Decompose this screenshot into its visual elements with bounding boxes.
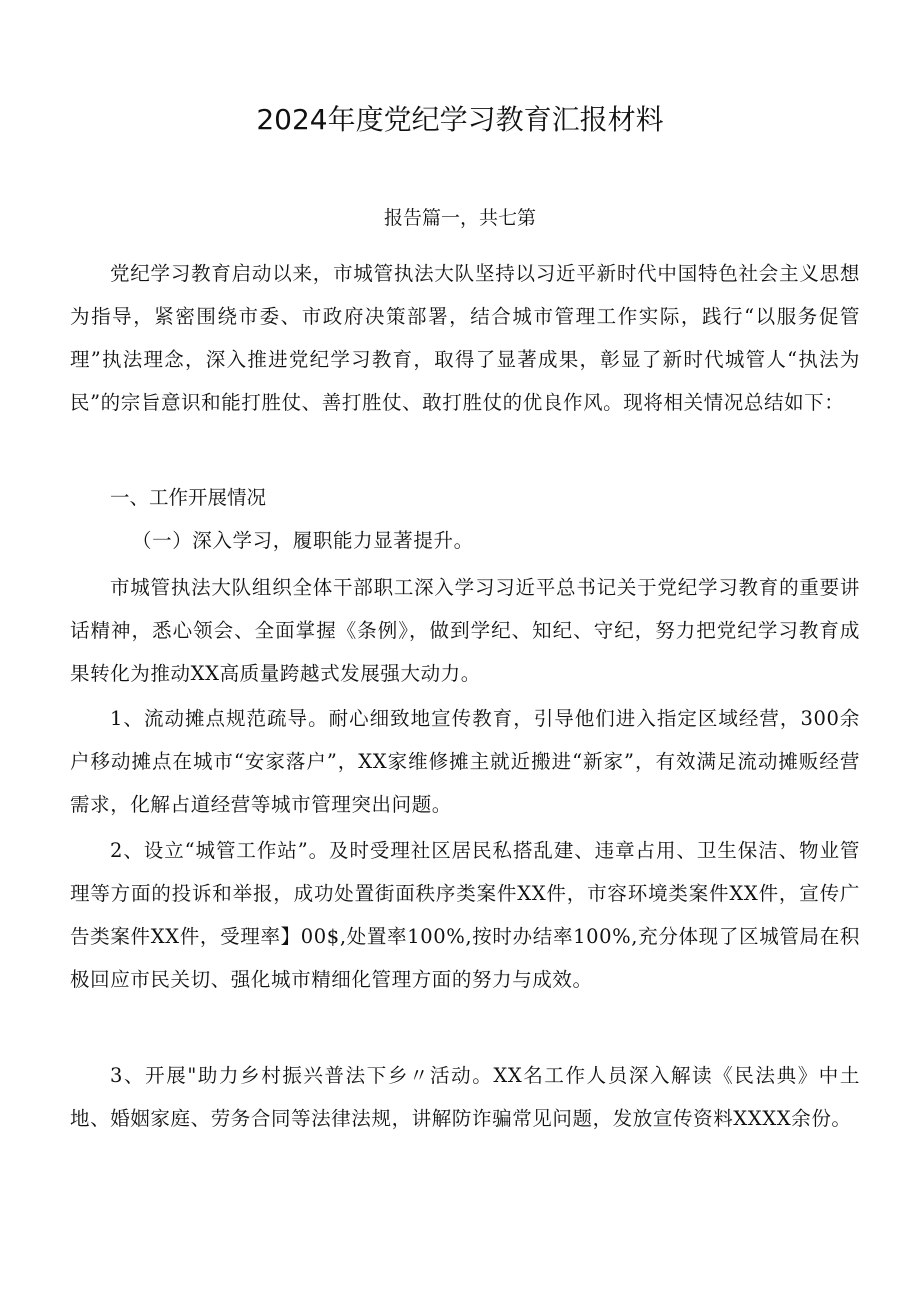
document-subtitle: 报告篇一，共七第 bbox=[383, 207, 536, 229]
item-paragraph-3: 3、开展"助力乡村振兴普法下乡〃活动。XX名工作人员深入解读《民法典》中土地、婚姻家庭、劳务合同等法律法规，讲解防诈骗常见问题，发放宣传资料XXXX余份。 bbox=[70, 1064, 860, 1130]
section-heading-work: 一、工作开展情况 bbox=[110, 486, 267, 509]
subsection-heading-study: （一）深入学习，履职能力显著提升。 bbox=[132, 529, 474, 552]
item-paragraph-2: 2、设立“城管工作站”。及时受理社区居民私搭乱建、违章占用、卫生保洁、物业管理等方面的投诉和举报，成功处置街面秩序类案件XX件，市容环境类案件XX件，宣传广告类案件XX件，受理率】00$,处置率100%,按时办结率100%,充分体现了区城管局在积极回应市民关切、强化城市精细化管理方面的努力与成效。 bbox=[70, 839, 860, 991]
item-paragraph-1: 1、流动摊点规范疏导。耐心细致地宣传教育，引导他们进入指定区域经营，300余户移动摊点在城市“安家落户”，XX家维修摊主就近搬进“新家”，有效满足流动摊贩经营需求，化解占道经营等城市管理突出问题。 bbox=[70, 707, 860, 816]
document-title: 2024年度党纪学习教育汇报材料 bbox=[256, 103, 664, 136]
intro-paragraph: 党纪学习教育启动以来，市城管执法大队坚持以习近平新时代中国特色社会主义思想为指导，紧密围绕市委、市政府决策部署，结合城市管理工作实际，践行“以服务促管理”执法理念，深入推进党纪学习教育，取得了显著成果，彰显了新时代城管人“执法为民”的宗旨意识和能打胜仗、善打胜仗、敢打胜仗的优良作风。现将相关情况总结如下： bbox=[70, 262, 860, 414]
study-paragraph: 市城管执法大队组织全体干部职工深入学习习近平总书记关于党纪学习教育的重要讲话精神，悉心领会、全面掌握《条例》，做到学纪、知纪、守纪，努力把党纪学习教育成果转化为推动XX高质量跨越式发展强大动力。 bbox=[70, 576, 860, 685]
